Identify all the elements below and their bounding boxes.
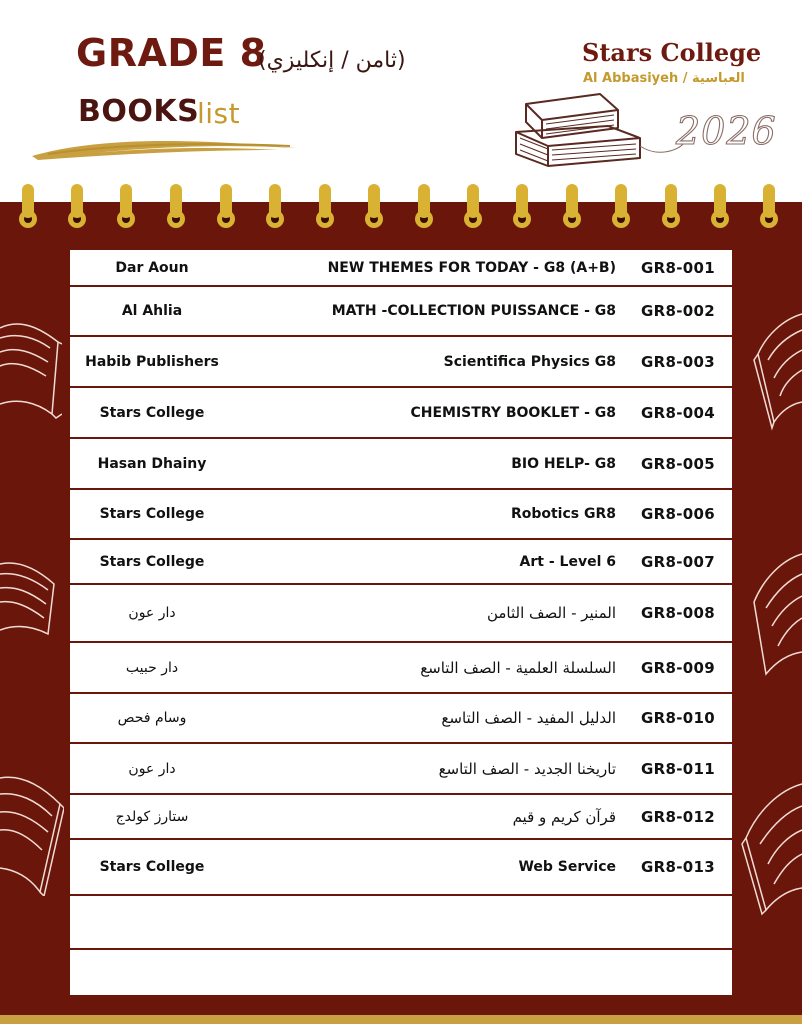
book-title: Web Service: [518, 859, 616, 875]
book-publisher: [78, 896, 226, 948]
table-row: [70, 643, 732, 694]
open-book-icon: [752, 310, 802, 434]
book-publisher: وسام فحص: [117, 710, 187, 726]
book-publisher: Hasan Dhainy: [97, 455, 207, 472]
table-row: [70, 896, 732, 950]
book-title: NEW THEMES FOR TODAY - G8 (A+B): [327, 259, 616, 276]
book-code: GR8-005: [641, 454, 715, 473]
binder-ring-icon: [22, 184, 34, 232]
table-row: [70, 287, 732, 337]
binder-ring-icon: [615, 184, 627, 232]
book-code: GR8-011: [641, 759, 715, 778]
book-title: السلسلة العلمية - الصف التاسع: [420, 658, 616, 677]
binder-ring-icon: [120, 184, 132, 232]
book-title: المنير - الصف الثامن: [486, 604, 616, 622]
book-publisher: Al Ahlia: [121, 303, 183, 319]
book-code: [630, 896, 726, 948]
binder-ring-icon: [516, 184, 528, 232]
book-title: CHEMISTRY BOOKLET - G8: [410, 404, 616, 421]
open-book-icon: [0, 770, 64, 896]
book-title: Scientifica Physics G8: [443, 353, 616, 370]
binder-ring-icon: [368, 184, 380, 232]
book-title: Robotics GR8: [510, 506, 616, 522]
book-publisher: Habib Publishers: [85, 353, 219, 370]
book-title: تاريخنا الجديد - الصف التاسع: [438, 759, 616, 778]
open-book-icon: [0, 560, 56, 642]
binder-ring-icon: [665, 184, 677, 232]
binder-ring-icon: [71, 184, 83, 232]
book-title: قرآن كريم و قيم: [512, 807, 616, 826]
book-publisher: [78, 950, 226, 995]
book-publisher: Stars College: [99, 506, 205, 522]
book-title: MATH -COLLECTION PUISSANCE - G8: [331, 303, 616, 319]
bottom-gold-strip: [0, 1015, 802, 1024]
book-code: GR8-004: [641, 403, 715, 422]
book-code: GR8-012: [641, 807, 715, 826]
book-title: Art - Level 6: [519, 553, 616, 570]
open-book-icon: [0, 318, 62, 428]
list-word: list: [197, 97, 241, 130]
book-title: BIO HELP- G8: [511, 455, 616, 472]
table-row: [70, 337, 732, 388]
binder-ring-icon: [566, 184, 578, 232]
table-row: [70, 540, 732, 585]
table-row: [70, 388, 732, 439]
binder-ring-icon: [319, 184, 331, 232]
open-book-icon: [748, 548, 802, 678]
open-book-icon: [740, 776, 802, 916]
book-table: [70, 250, 732, 995]
book-title: الدليل المفيد - الصف التاسع: [441, 709, 616, 727]
table-row: [70, 694, 732, 744]
table-row: [70, 439, 732, 490]
grade-arabic-label: (ثامن / إنكليزي): [258, 48, 406, 73]
book-code: GR8-003: [641, 352, 715, 371]
table-row: [70, 795, 732, 840]
table-row: [70, 744, 732, 795]
book-code: GR8-001: [641, 258, 715, 277]
book-code: GR8-009: [641, 658, 715, 677]
binder-ring-icon: [714, 184, 726, 232]
binder-ring-icon: [467, 184, 479, 232]
book-publisher: Dar Aoun: [115, 259, 189, 276]
book-code: [630, 950, 726, 995]
book-code: GR8-006: [641, 505, 715, 523]
year-label: 2026: [676, 109, 777, 153]
book-code: GR8-002: [641, 302, 715, 320]
table-row: [70, 840, 732, 896]
table-row: [70, 950, 732, 995]
binder-ring-icon: [269, 184, 281, 232]
book-publisher: دار عون: [128, 760, 176, 777]
brush-stroke-icon: [28, 134, 300, 164]
book-code: GR8-007: [641, 552, 715, 571]
brand-subtitle: Al Abbasiyeh / العباسية: [583, 71, 745, 86]
grade-title: GRADE 8: [76, 31, 267, 75]
binder-ring-icon: [418, 184, 430, 232]
book-publisher: دار عون: [128, 605, 176, 621]
book-code: GR8-008: [641, 604, 715, 622]
table-row: [70, 490, 732, 540]
book-publisher: Stars College: [99, 859, 205, 875]
book-publisher: Stars College: [99, 404, 205, 421]
book-code: GR8-013: [641, 858, 715, 876]
binder-ring-icon: [220, 184, 232, 232]
books-word: BOOKS: [78, 94, 200, 129]
binder-ring-icon: [170, 184, 182, 232]
table-row: [70, 585, 732, 643]
binder-ring-icon: [763, 184, 775, 232]
brand-name: Stars College: [582, 38, 762, 67]
book-publisher: ستارز كولدج: [115, 808, 189, 825]
book-publisher: Stars College: [99, 553, 205, 570]
book-publisher: دار حبيب: [125, 659, 179, 676]
table-row: [70, 250, 732, 287]
book-code: GR8-010: [641, 709, 715, 727]
